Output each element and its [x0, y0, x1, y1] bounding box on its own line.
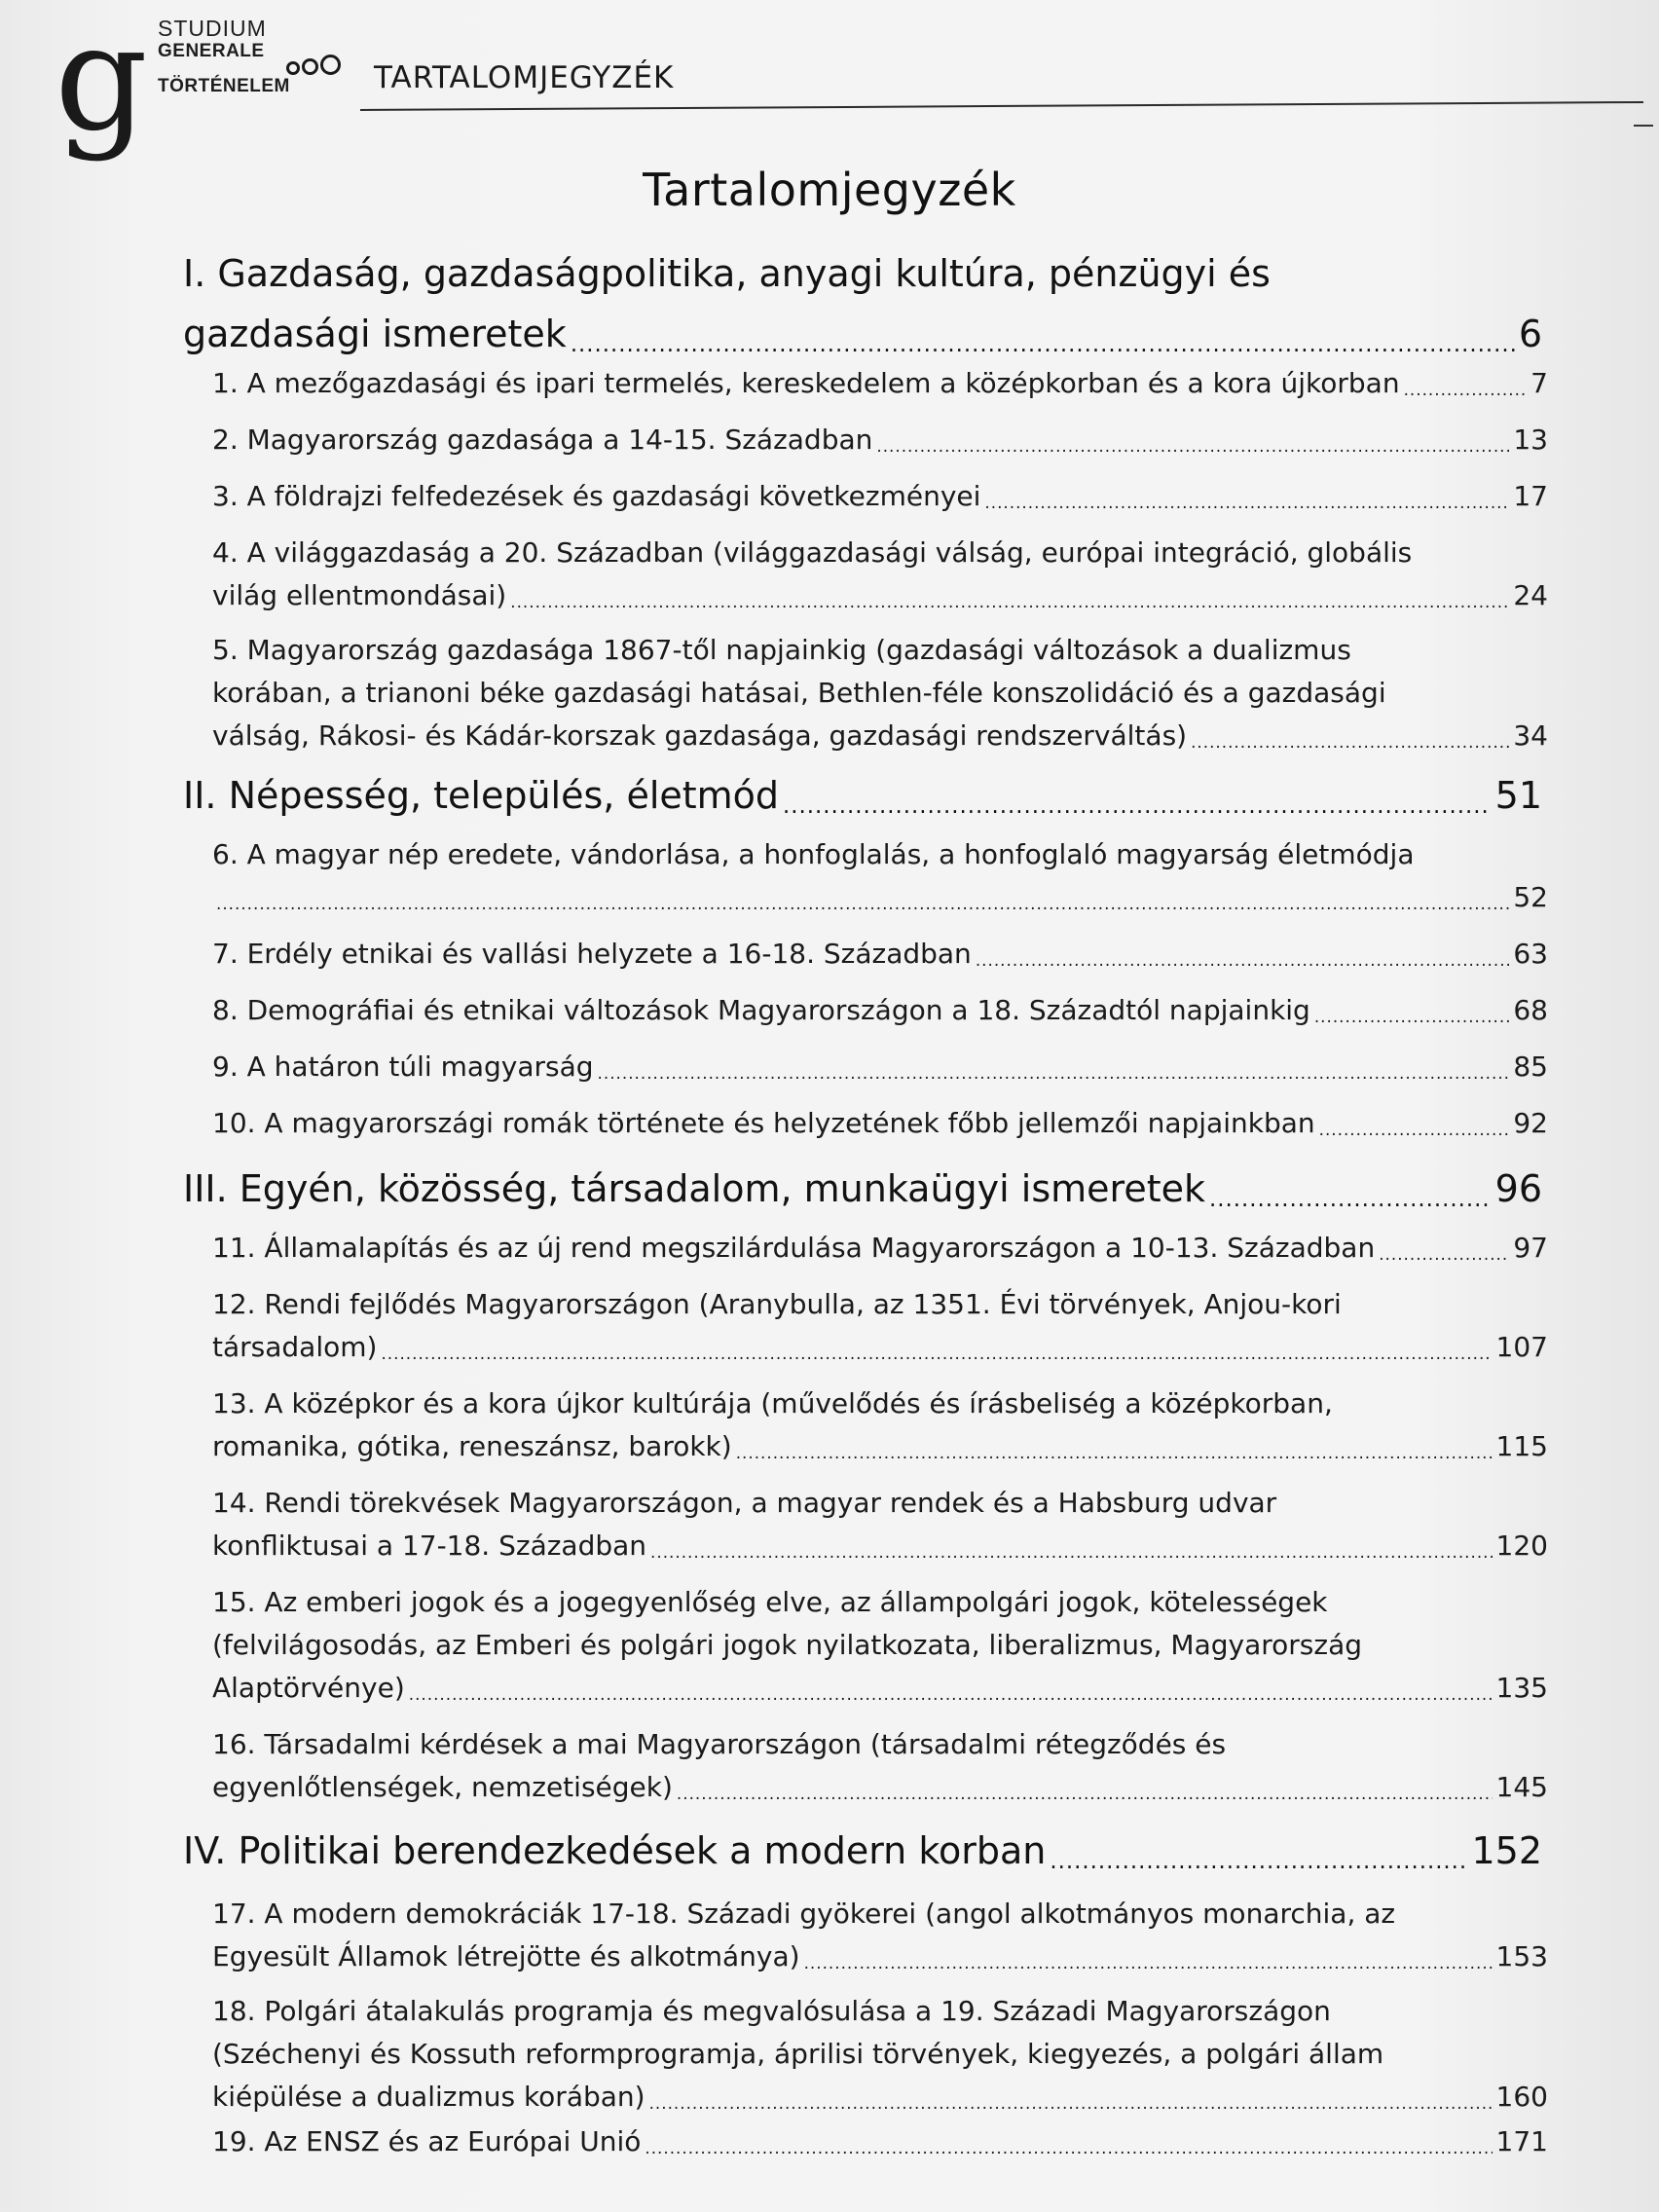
toc-line	[212, 1723, 1548, 1766]
toc-entry-text: (felvilágosodás, az Emberi és polgári jogok nyilatkozata, liberalizmus, Magyarország	[212, 1629, 1363, 1661]
leader-dots	[645, 2126, 1492, 2157]
toc-line	[183, 765, 1542, 826]
toc-entry-text: 4. A világgazdaság a 20. Században (világgazdasági válság, európai integráció, globális	[212, 536, 1413, 569]
toc-entry[interactable]	[212, 1227, 1548, 1270]
leader-dots	[976, 939, 1510, 969]
leader-dots	[1314, 995, 1510, 1025]
page-number: 63	[1513, 938, 1548, 970]
toc-entry-text: 1. A mezőgazdasági és ipari termelés, kereskedelem a középkorban és a kora újkorban	[212, 367, 1400, 399]
logo-g-mark: g	[55, 0, 149, 164]
leader-dots	[510, 580, 1509, 610]
leader-dots	[804, 1941, 1493, 1972]
leader-dots	[1050, 1831, 1467, 1872]
toc-line	[183, 243, 1542, 304]
toc-entry-text: romanika, gótika, reneszánsz, barokk)	[212, 1430, 732, 1462]
toc-entry-text: világ ellentmondásai)	[212, 579, 507, 611]
page-number: 97	[1513, 1232, 1548, 1264]
toc-line	[212, 1425, 1548, 1468]
page-number: 145	[1495, 1771, 1548, 1803]
toc-entry-text: 13. A középkor és a kora újkor kultúrája (művelődés és írásbeliség a középkorban,	[212, 1387, 1333, 1419]
toc-line	[212, 1326, 1548, 1369]
leader-dots	[649, 2082, 1493, 2112]
page-number: 7	[1530, 367, 1548, 399]
toc-line	[183, 304, 1542, 364]
toc-entry[interactable]	[212, 989, 1548, 1032]
logo-dots-icon	[286, 55, 343, 79]
leader-dots	[216, 882, 1509, 912]
toc-line	[212, 1766, 1548, 1809]
toc-section[interactable]	[183, 765, 1542, 826]
toc-line	[212, 1102, 1548, 1145]
toc-line	[212, 1581, 1548, 1624]
logo-generale: GENERALE	[158, 41, 265, 62]
page-number: 17	[1513, 480, 1548, 512]
toc-line	[212, 1990, 1548, 2033]
toc-entry-text: korában, a trianoni béke gazdasági hatásai, Bethlen-féle konszolidáció és a gazdasági	[212, 677, 1386, 709]
page-edge-mark	[1634, 125, 1653, 127]
toc-entry-text: 14. Rendi törekvések Magyarországon, a magyar rendek és a Habsburg udvar	[212, 1487, 1277, 1519]
toc-entry[interactable]	[212, 419, 1548, 461]
toc-entry-text: III. Egyén, közösség, társadalom, munkaügyi ismeretek	[183, 1167, 1205, 1210]
toc-entry-text: 19. Az ENSZ és az Európai Unió	[212, 2125, 642, 2157]
page-number: 68	[1513, 994, 1548, 1026]
toc-line	[212, 1624, 1548, 1667]
toc-line	[212, 2120, 1548, 2163]
page-number: 135	[1495, 1672, 1548, 1704]
toc-entry-text: II. Népesség, település, életmód	[183, 774, 780, 817]
toc-entry-text: 3. A földrajzi felfedezések és gazdasági következményei	[212, 480, 981, 512]
leader-dots	[598, 1051, 1510, 1082]
toc-line	[212, 715, 1548, 757]
page-number: 34	[1513, 719, 1548, 752]
toc-entry-text: 5. Magyarország gazdasága 1867-től napjainkig (gazdasági változások a dualizmus	[212, 634, 1351, 666]
toc-line	[212, 362, 1548, 405]
toc-entry[interactable]	[212, 1893, 1548, 1978]
toc-line	[212, 989, 1548, 1032]
toc-line	[212, 933, 1548, 976]
toc-entry[interactable]	[212, 2120, 1548, 2163]
page-number: 152	[1471, 1829, 1542, 1872]
page-number: 171	[1495, 2125, 1548, 2157]
toc-line	[212, 876, 1548, 919]
leader-dots	[409, 1673, 1493, 1703]
toc-entry-text: 11. Államalapítás és az új rend megszilárdulása Magyarországon a 10-13. Században	[212, 1232, 1376, 1264]
toc-entry[interactable]	[212, 833, 1548, 919]
toc-entry-text: Egyesült Államok létrejötte és alkotmánya)	[212, 1940, 800, 1972]
toc-line	[212, 2076, 1548, 2119]
toc-section[interactable]	[183, 243, 1542, 364]
toc-section[interactable]	[183, 1821, 1542, 1881]
toc-entry-text: válság, Rákosi- és Kádár-korszak gazdasága, gazdasági rendszerváltás)	[212, 719, 1188, 752]
toc-line	[212, 574, 1548, 617]
toc-entry-text: társadalom)	[212, 1331, 378, 1363]
page-title: Tartalomjegyzék	[643, 164, 1016, 216]
toc-line	[212, 419, 1548, 461]
toc-line	[183, 1821, 1542, 1881]
leader-dots	[1404, 368, 1528, 398]
toc-entry[interactable]	[212, 1382, 1548, 1468]
toc-entry-text: IV. Politikai berendezkedések a modern korban	[183, 1829, 1047, 1872]
toc-entry-text: 18. Polgári átalakulás programja és megvalósulása a 19. Századi Magyarországon	[212, 1995, 1331, 2027]
leader-dots	[1319, 1108, 1510, 1138]
leader-dots	[571, 314, 1515, 355]
toc-entry-text: 17. A modern demokráciák 17-18. Századi gyökerei (angol alkotmányos monarchia, az	[212, 1898, 1396, 1930]
toc-entry-text: gazdasági ismeretek	[183, 313, 567, 355]
toc-entry[interactable]	[212, 532, 1548, 617]
toc-entry[interactable]	[212, 1723, 1548, 1809]
toc-entry-text: 8. Demográfiai és etnikai változások Magyarországon a 18. Századtól napjainkig	[212, 994, 1310, 1026]
toc-entry-text: konfliktusai a 17-18. Században	[212, 1530, 647, 1562]
toc-entry-text: 7. Erdély etnikai és vallási helyzete a 16-18. Században	[212, 938, 972, 970]
page-number: 120	[1495, 1530, 1548, 1562]
page-number: 107	[1495, 1331, 1548, 1363]
toc-entry-text: 6. A magyar nép eredete, vándorlása, a honfoglalás, a honfoglaló magyarság életmódja	[212, 838, 1415, 870]
leader-dots	[677, 1772, 1493, 1802]
toc-entry-text: 9. A határon túli magyarság	[212, 1051, 594, 1083]
toc-entry[interactable]	[212, 1581, 1548, 1710]
toc-entry[interactable]	[212, 475, 1548, 518]
running-header-title: TARTALOMJEGYZÉK	[374, 60, 675, 95]
page-number: 92	[1513, 1107, 1548, 1139]
leader-dots	[1191, 720, 1509, 751]
leader-dots	[381, 1332, 1492, 1362]
page-number: 115	[1495, 1430, 1548, 1462]
header-rule	[360, 101, 1643, 111]
leader-dots	[876, 424, 1509, 455]
toc-entry-text: egyenlőtlenségek, nemzetiségek)	[212, 1771, 673, 1803]
toc-entry-text: 2. Magyarország gazdasága a 14-15. Században	[212, 424, 873, 456]
leader-dots	[1379, 1233, 1509, 1263]
logo-text	[158, 16, 290, 97]
toc-entry-text: 12. Rendi fejlődés Magyarországon (Aranybulla, az 1351. Évi törvények, Anjou-kori	[212, 1288, 1342, 1320]
toc-entry-text: Alaptörvénye)	[212, 1672, 405, 1704]
toc-entry[interactable]	[212, 629, 1548, 757]
toc-line	[212, 1482, 1548, 1525]
toc-line	[212, 1936, 1548, 1978]
toc-entry[interactable]	[212, 1283, 1548, 1369]
toc-entry[interactable]	[212, 1046, 1548, 1088]
toc-line	[212, 1382, 1548, 1425]
toc-entry-text: kiépülése a dualizmus korában)	[212, 2081, 645, 2113]
logo-studium: STUDIUM	[158, 16, 267, 41]
toc-line	[212, 2033, 1548, 2076]
toc-line	[212, 833, 1548, 876]
page-number: 51	[1494, 774, 1542, 817]
toc-entry-text: 16. Társadalmi kérdések a mai Magyarországon (társadalmi rétegződés és	[212, 1728, 1227, 1760]
toc-line	[212, 1667, 1548, 1710]
toc-line	[183, 1159, 1542, 1219]
leader-dots	[783, 776, 1492, 817]
toc-entry-text: 15. Az emberi jogok és a jogegyenlőség elve, az állampolgári jogok, kötelességek	[212, 1586, 1328, 1618]
toc-entry[interactable]	[212, 1990, 1548, 2119]
toc-line	[212, 672, 1548, 715]
page-number: 160	[1495, 2081, 1548, 2113]
toc-line	[212, 475, 1548, 518]
page-number: 52	[1513, 881, 1548, 913]
toc-entry-text: I. Gazdaság, gazdaságpolitika, anyagi kultúra, pénzügyi és	[183, 252, 1271, 295]
page-number: 6	[1518, 313, 1542, 355]
toc-section[interactable]	[183, 1159, 1542, 1219]
leader-dots	[984, 481, 1509, 511]
page-number: 24	[1513, 579, 1548, 611]
toc-entry[interactable]	[212, 1102, 1548, 1145]
page-number: 96	[1494, 1167, 1542, 1210]
page-number: 153	[1495, 1940, 1548, 1972]
leader-dots	[1209, 1169, 1492, 1210]
toc-entry[interactable]	[212, 1482, 1548, 1567]
leader-dots	[736, 1431, 1493, 1461]
toc-line	[212, 1283, 1548, 1326]
toc-line	[212, 1525, 1548, 1567]
page-number: 85	[1513, 1051, 1548, 1083]
leader-dots	[650, 1530, 1493, 1561]
toc-entry-text: (Széchenyi és Kossuth reformprogramja, áprilisi törvények, kiegyezés, a polgári állam	[212, 2038, 1384, 2070]
page-number: 13	[1513, 424, 1548, 456]
toc-line	[212, 1046, 1548, 1088]
toc-entry[interactable]	[212, 933, 1548, 976]
toc-line	[212, 1893, 1548, 1936]
toc-line	[212, 629, 1548, 672]
toc-entry[interactable]	[212, 362, 1548, 405]
logo-tortenelem: TÖRTÉNELEM	[158, 76, 290, 97]
toc-line	[212, 532, 1548, 574]
toc-entry-text: 10. A magyarországi romák története és helyzetének főbb jellemzői napjainkban	[212, 1107, 1315, 1139]
toc-line	[212, 1227, 1548, 1270]
